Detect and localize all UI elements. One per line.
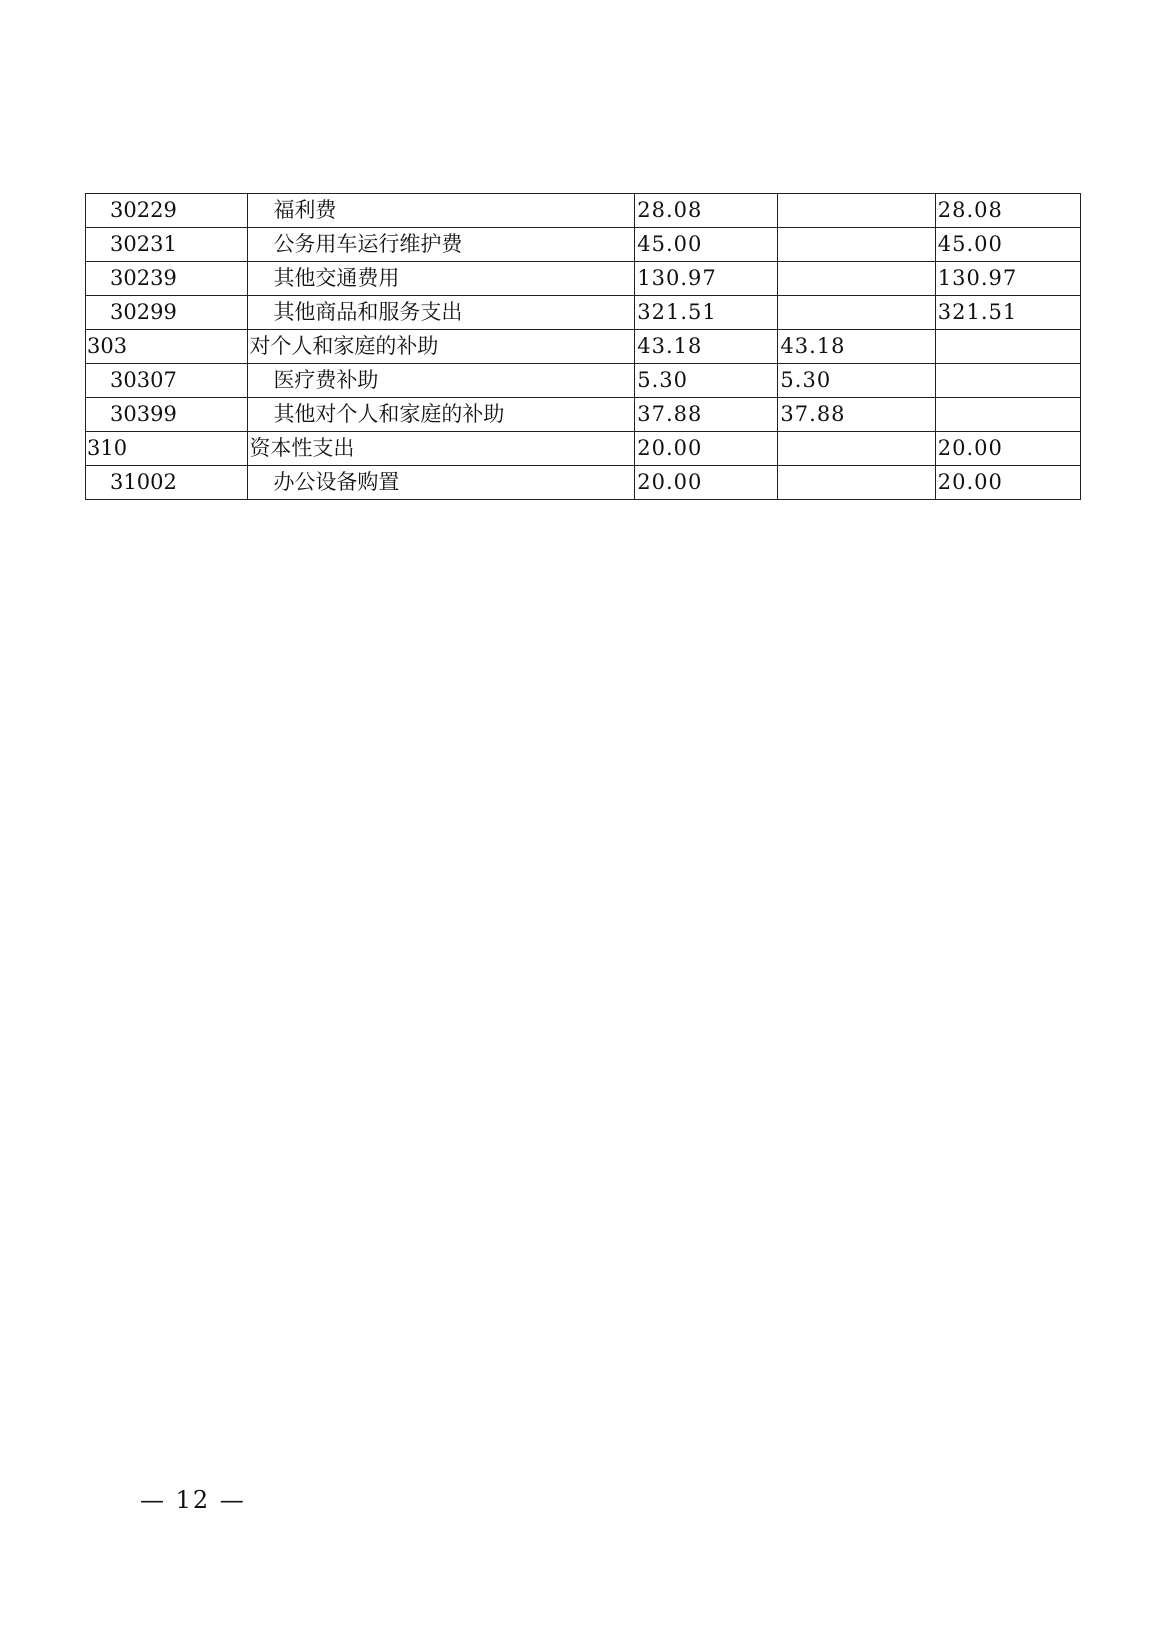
table-row bbox=[86, 432, 1081, 466]
cell-name: 其他对个人和家庭的补助 bbox=[248, 398, 635, 432]
cell-total: 5.30 bbox=[635, 364, 778, 398]
cell-code: 30399 bbox=[86, 398, 248, 432]
cell-name: 资本性支出 bbox=[248, 432, 635, 466]
cell-name: 其他交通费用 bbox=[248, 262, 635, 296]
cell-basic bbox=[778, 432, 935, 466]
cell-name: 对个人和家庭的补助 bbox=[248, 330, 635, 364]
cell-basic bbox=[778, 262, 935, 296]
cell-total: 130.97 bbox=[635, 262, 778, 296]
cell-basic bbox=[778, 194, 935, 228]
cell-project: 130.97 bbox=[935, 262, 1080, 296]
cell-total: 20.00 bbox=[635, 432, 778, 466]
cell-code: 310 bbox=[86, 432, 248, 466]
cell-name: 医疗费补助 bbox=[248, 364, 635, 398]
budget-table bbox=[85, 193, 1081, 500]
cell-total: 43.18 bbox=[635, 330, 778, 364]
table-row bbox=[86, 228, 1081, 262]
cell-basic bbox=[778, 466, 935, 500]
cell-code: 303 bbox=[86, 330, 248, 364]
cell-total: 20.00 bbox=[635, 466, 778, 500]
cell-code: 31002 bbox=[86, 466, 248, 500]
cell-project: 28.08 bbox=[935, 194, 1080, 228]
cell-name: 其他商品和服务支出 bbox=[248, 296, 635, 330]
cell-total: 45.00 bbox=[635, 228, 778, 262]
cell-name: 公务用车运行维护费 bbox=[248, 228, 635, 262]
cell-project: 20.00 bbox=[935, 432, 1080, 466]
cell-project bbox=[935, 330, 1080, 364]
cell-code: 30231 bbox=[86, 228, 248, 262]
table-row bbox=[86, 194, 1081, 228]
table-row bbox=[86, 330, 1081, 364]
cell-basic bbox=[778, 228, 935, 262]
page-number: — 12 — bbox=[140, 1486, 246, 1514]
cell-basic: 43.18 bbox=[778, 330, 935, 364]
table-row bbox=[86, 398, 1081, 432]
table-row bbox=[86, 364, 1081, 398]
cell-project bbox=[935, 398, 1080, 432]
cell-project: 321.51 bbox=[935, 296, 1080, 330]
cell-total: 37.88 bbox=[635, 398, 778, 432]
cell-basic bbox=[778, 296, 935, 330]
cell-project: 20.00 bbox=[935, 466, 1080, 500]
cell-code: 30299 bbox=[86, 296, 248, 330]
cell-basic: 5.30 bbox=[778, 364, 935, 398]
cell-total: 321.51 bbox=[635, 296, 778, 330]
cell-basic: 37.88 bbox=[778, 398, 935, 432]
cell-code: 30239 bbox=[86, 262, 248, 296]
table-row bbox=[86, 262, 1081, 296]
cell-code: 30307 bbox=[86, 364, 248, 398]
cell-project: 45.00 bbox=[935, 228, 1080, 262]
cell-name: 福利费 bbox=[248, 194, 635, 228]
cell-total: 28.08 bbox=[635, 194, 778, 228]
cell-code: 30229 bbox=[86, 194, 248, 228]
table-row bbox=[86, 296, 1081, 330]
cell-project bbox=[935, 364, 1080, 398]
cell-name: 办公设备购置 bbox=[248, 466, 635, 500]
table-row bbox=[86, 466, 1081, 500]
